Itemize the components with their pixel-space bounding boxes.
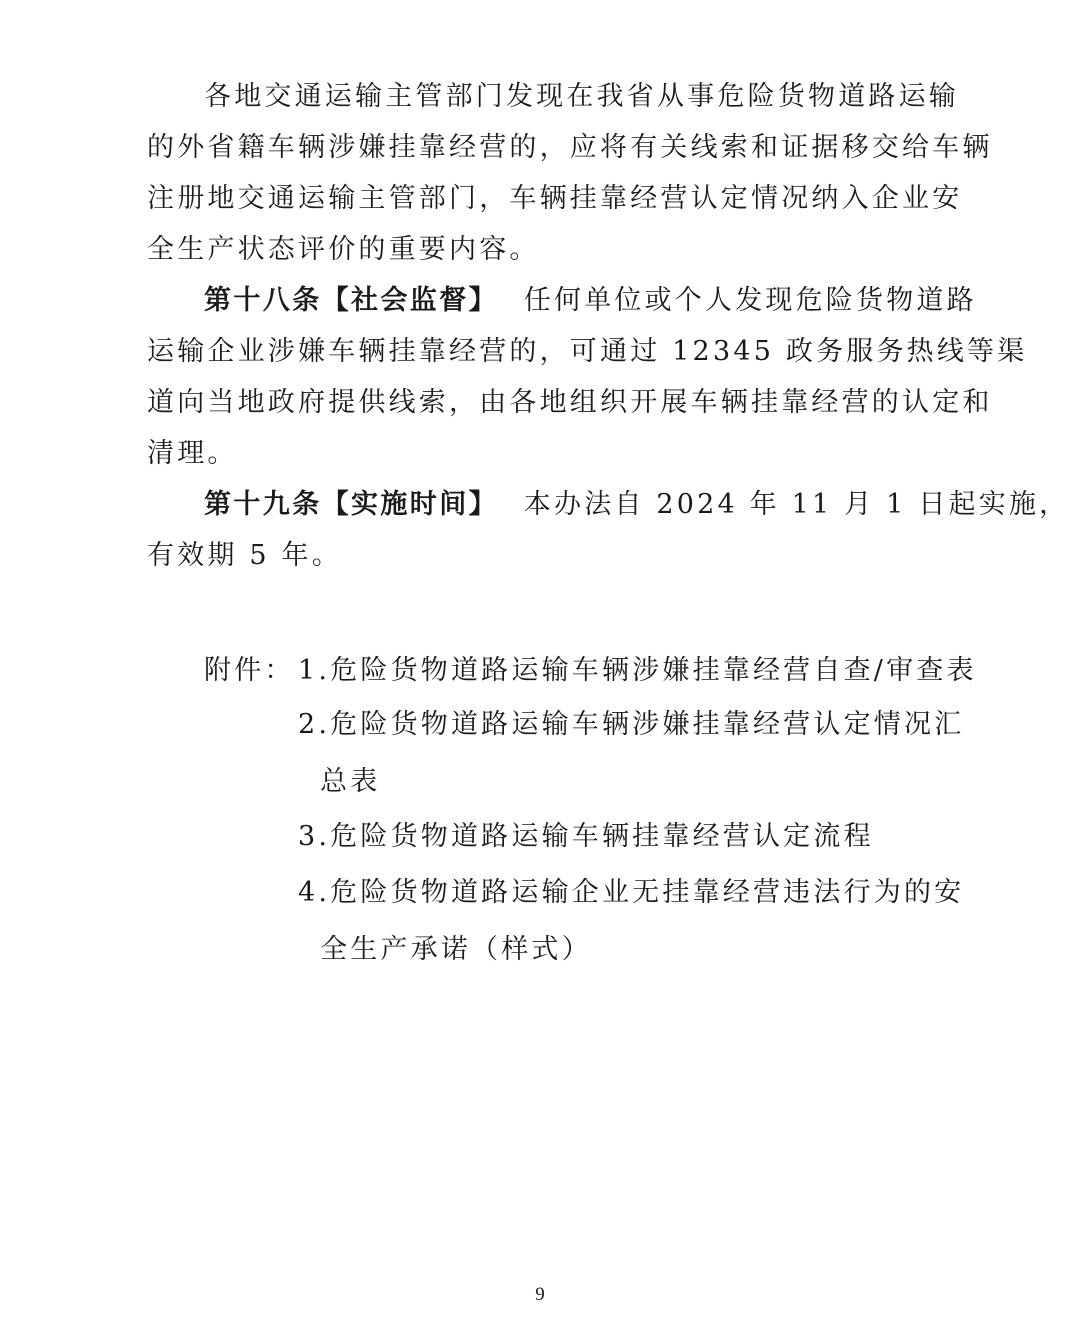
attachment-title-cont: 总表 [320,766,381,797]
attachment-title-cont: 全生产承诺（样式） [320,934,592,965]
attachment-number: 4. [298,877,331,908]
attachment-title: 危险货物道路运输车辆涉嫌挂靠经营自查/审查表 [330,655,977,686]
attachment-item-2 [298,708,964,742]
paragraph-line: 道向当地政府提供线索，由各地组织开展车辆挂靠经营的认定和 [147,387,993,418]
attachment-title: 危险货物道路运输车辆涉嫌挂靠经营认定情况汇 [330,709,965,740]
article-18-first-line [204,284,977,318]
page-number: 9 [535,1284,545,1305]
attachment-item-1 [298,654,977,688]
article-heading: 第十九条【实施时间】 [204,489,498,520]
article-heading: 第十八条【社会监督】 [204,285,498,316]
attachments-label: 附件： [204,655,295,686]
paragraph-line: 清理。 [147,438,238,469]
paragraph-line: 注册地交通运输主管部门，车辆挂靠经营认定情况纳入企业安 [147,183,963,214]
attachment-number: 1. [298,655,331,686]
attachment-item-4 [298,876,964,910]
article-19-first-line [204,488,1069,522]
attachment-number: 3. [298,821,331,852]
paragraph-line: 全生产状态评价的重要内容。 [147,234,540,265]
attachment-number: 2. [298,709,331,740]
article-text: 本办法自 2024 年 11 月 1 日起实施， [523,489,1070,520]
paragraph-line: 运输企业涉嫌车辆挂靠经营的，可通过 12345 政务服务热线等渠 [147,336,1028,367]
paragraph-line: 的外省籍车辆涉嫌挂靠经营的，应将有关线索和证据移交给车辆 [147,132,993,163]
attachment-item-3 [298,820,874,854]
paragraph-line: 各地交通运输主管部门发现在我省从事危险货物道路运输 [204,81,959,112]
attachment-title: 危险货物道路运输车辆挂靠经营认定流程 [330,821,874,852]
article-text: 任何单位或个人发现危险货物道路 [523,285,977,316]
paragraph-line: 有效期 5 年。 [147,540,342,571]
attachment-title: 危险货物道路运输企业无挂靠经营违法行为的安 [330,877,965,908]
